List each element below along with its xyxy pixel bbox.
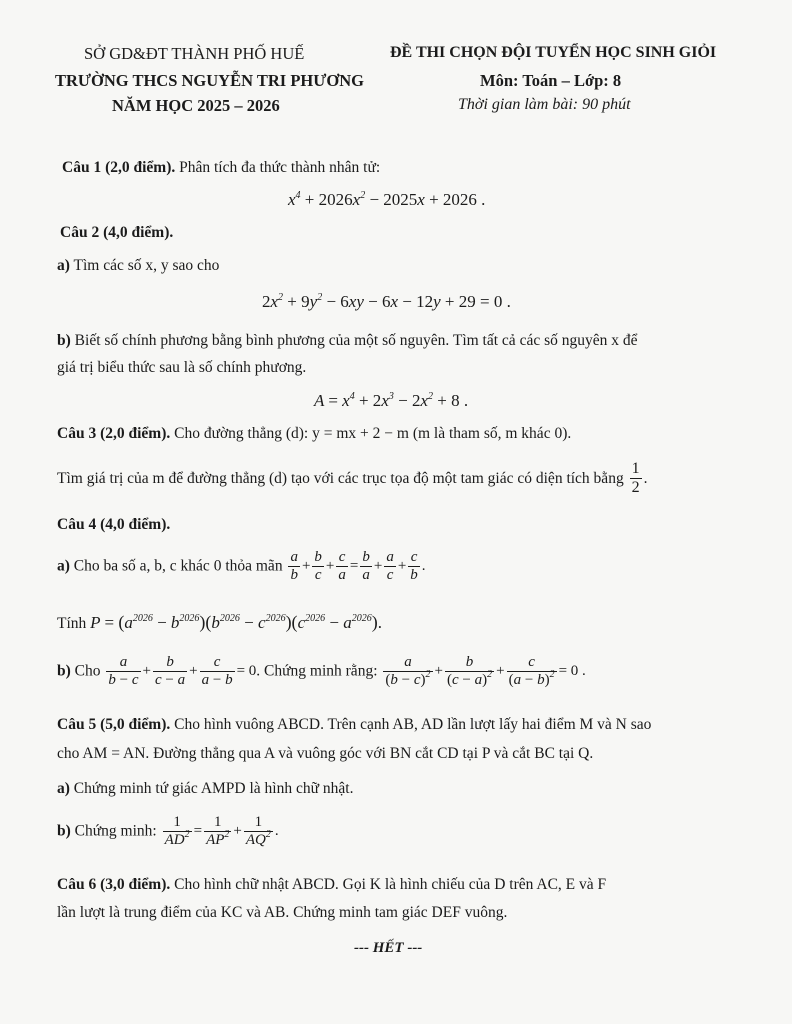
q4a-text: Cho ba số a, b, c khác 0 thỏa mãn bbox=[69, 557, 283, 575]
q1-line bbox=[62, 159, 380, 177]
q4b-line bbox=[57, 654, 586, 690]
q6-label: Câu 6 (3,0 điểm). bbox=[57, 876, 171, 893]
q6-text-2: lần lượt là trung điểm của KC và AB. Chứng minh tam giác DEF vuông. bbox=[57, 904, 508, 921]
header-school: TRƯỜNG THCS NGUYỄN TRI PHƯƠNG bbox=[55, 71, 364, 90]
q3-line1 bbox=[57, 425, 571, 443]
q3-fraction-half: $\frac{1}{2}$ bbox=[631, 460, 640, 497]
q4b-prove: . Chứng minh rằng: bbox=[256, 662, 378, 680]
q3-line2: Tìm giá trị của m để đường thẳng (d) tạo với các trục tọa độ một tam giác có diện tích bằng $\frac{1}{2}$ . bbox=[57, 460, 648, 497]
q1-text: Phân tích đa thức thành nhân tử: bbox=[175, 159, 381, 176]
q5a-label: a) bbox=[57, 780, 70, 797]
header-year: NĂM HỌC 2025 – 2026 bbox=[112, 96, 280, 115]
q2a-text: Tìm các số x, y sao cho bbox=[69, 257, 220, 274]
q1-formula: $x^4 + 2026x^2 - 2025x + 2026$ . bbox=[288, 190, 486, 209]
q3-text2: Tìm giá trị của m để đường thẳng (d) tạo với các trục tọa độ một tam giác có diện tích bằng bbox=[57, 469, 624, 487]
exam-title: ĐỀ THI CHỌN ĐỘI TUYỂN HỌC SINH GIỎI bbox=[390, 44, 717, 61]
q2a-line bbox=[57, 257, 219, 275]
q4a-condition: $\frac{a}{b}$ + $\frac{b}{c}$ + $\frac{c}{a}$ = $\frac{b}{a}$ + $\frac{a}{c}$ + $\frac{c}{b}$ . bbox=[290, 549, 426, 584]
q4a-expression: $P = (a^{2026} - b^{2026})(b^{2026} - c^{2026})(c^{2026} - a^{2026})$. bbox=[90, 612, 382, 632]
q5-label: Câu 5 (5,0 điểm). bbox=[57, 716, 171, 733]
q4b-goal: $\frac{a}{(b - c)^2}$ + $\frac{b}{(c - a)^2}$ + $\frac{c}{(a - b)^2}$ = 0 . bbox=[385, 654, 586, 689]
header-dept: SỞ GD&ĐT THÀNH PHỐ HUẾ bbox=[84, 44, 305, 63]
q1-label: Câu 1 (2,0 điểm). bbox=[62, 159, 176, 176]
q3-label: Câu 3 (2,0 điểm). bbox=[57, 425, 171, 442]
q4-label: Câu 4 (4,0 điểm). bbox=[57, 516, 171, 533]
q6-text-1: Cho hình chữ nhật ABCD. Gọi K là hình chiếu của D trên AC, E và F bbox=[170, 876, 607, 893]
q2b-formula: $A = x^4 + 2x^3 - 2x^2 + 8$ . bbox=[314, 391, 469, 410]
end-marker: --- HẾT --- bbox=[354, 940, 423, 956]
q4a-label: a) bbox=[57, 557, 70, 575]
q2b-label: b) bbox=[57, 332, 71, 349]
q4b-text: Cho bbox=[70, 662, 101, 680]
q5-text-2: cho AM = AN. Đường thẳng qua A và vuông góc với BN cắt CD tại P và cắt BC tại Q. bbox=[57, 745, 594, 762]
q2b-text-1: Biết số chính phương bằng bình phương của một số nguyên. Tìm tất cả các số nguyên x để bbox=[70, 332, 638, 349]
q4b-label: b) bbox=[57, 662, 71, 680]
q4a-tinh: Tính bbox=[57, 615, 87, 632]
q5-line1 bbox=[57, 716, 651, 734]
q5b-line bbox=[57, 814, 279, 850]
q5a-text: Chứng minh tứ giác AMPD là hình chữ nhật. bbox=[69, 780, 354, 797]
q5b-text: Chứng minh: bbox=[70, 822, 157, 840]
q5-text-1: Cho hình vuông ABCD. Trên cạnh AB, AD lần lượt lấy hai điểm M và N sao bbox=[170, 716, 652, 733]
q4a-tinh-line bbox=[57, 612, 382, 633]
q6-line1 bbox=[57, 876, 606, 894]
exam-subject: Môn: Toán – Lớp: 8 bbox=[480, 71, 622, 90]
q2b-text-2: giá trị biểu thức sau là số chính phương. bbox=[57, 359, 307, 376]
q5b-label: b) bbox=[57, 822, 71, 840]
q2-label: Câu 2 (4,0 điểm). bbox=[60, 224, 174, 241]
q5b-formula: $\frac{1}{AD^2}$ = $\frac{1}{AP^2}$ + $\frac{1}{AQ^2}$ . bbox=[164, 814, 279, 849]
q2a-formula: $2x^2 + 9y^2 - 6xy - 6x - 12y + 29 = 0$ . bbox=[262, 292, 511, 311]
q4a-line bbox=[57, 549, 426, 585]
q2b-line1 bbox=[57, 332, 638, 350]
q3-text: Cho đường thẳng (d): y = mx + 2 − m (m là tham số, m khác 0). bbox=[170, 425, 572, 442]
q2a-label: a) bbox=[57, 257, 70, 274]
exam-time: Thời gian làm bài: 90 phút bbox=[458, 96, 631, 113]
q5a-line bbox=[57, 780, 353, 798]
q4b-condition: $\frac{a}{b - c}$ + $\frac{b}{c - a}$ + $\frac{c}{a - b}$ = 0 bbox=[108, 654, 257, 689]
